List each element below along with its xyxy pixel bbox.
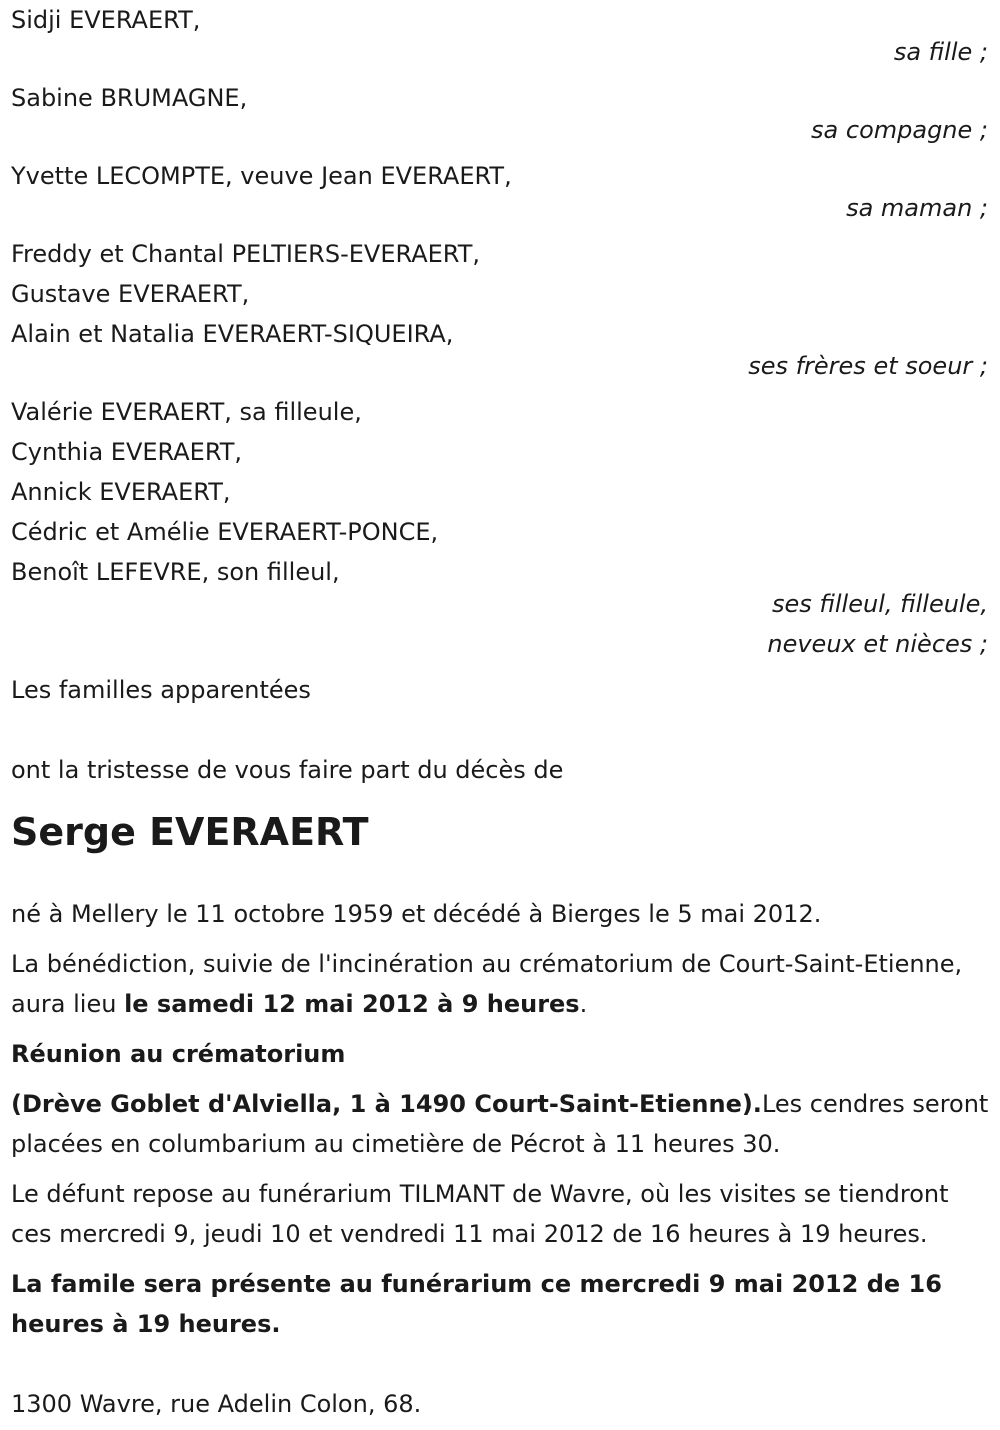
ceremony-date: le samedi 12 mai 2012 à 9 heures [124,990,580,1018]
family-member-line: Annick EVERAERT, [11,478,231,506]
spacer [11,220,990,234]
family-member-line: Yvette LECOMPTE, veuve Jean EVERAERT, [11,162,512,190]
family-member-line: Cynthia EVERAERT, [11,438,243,466]
meeting-title: Réunion au crématorium [11,1040,346,1068]
family-member-line: Freddy et Chantal PELTIERS-EVERAERT, [11,240,480,268]
relation-label: sa fille ; [893,38,988,66]
family-group [11,0,990,64]
spacer [11,1254,990,1264]
family-presence-paragraph: La famile sera présente au funérarium ce mercredi 9 mai 2012 de 16 heures à 19 heures. [11,1270,942,1338]
birth-death-text: né à Mellery le 11 octobre 1959 et décédé à Bierges le 5 mai 2012. [11,900,822,928]
family-member-line: Benoît LEFEVRE, son filleul, [11,558,340,586]
spacer [11,710,990,750]
spacer [11,1164,990,1174]
spacer [11,142,990,156]
family-group [11,234,990,378]
families-line: Les familles apparentées [11,676,311,704]
deceased-name: Serge EVERAERT [11,810,369,854]
family-member-line: Gustave EVERAERT, [11,280,250,308]
family-member-line: Cédric et Amélie EVERAERT-PONCE, [11,518,439,546]
family-group [11,392,990,656]
family-member-line: Valérie EVERAERT, sa filleule, [11,398,362,426]
ceremony-text: La bénédiction, suivie de l'incinération au crématorium de Court-Saint-Etienne, aura lieu [11,950,963,1018]
spacer [11,378,990,392]
spacer [11,854,990,894]
spacer [11,1024,990,1034]
meeting-text: Les cendres seront placées en columbarium au cimetière de Pécrot à 11 heures 30. [11,1090,989,1158]
relation-label: ses frères et soeur ; [748,352,988,380]
ceremony-paragraph [11,944,990,1024]
ceremony-end: . [579,990,588,1018]
meeting-paragraph [11,1084,990,1164]
spacer [11,1344,990,1384]
family-group [11,78,990,142]
relation-label: sa maman ; [846,194,988,222]
family-list [11,0,990,670]
spacer [11,934,990,944]
spacer [11,656,990,670]
announcement-text: ont la tristesse de vous faire part du décès de [11,756,564,784]
relation-label: neveux et nièces ; [767,630,988,658]
spacer [11,64,990,78]
visits-paragraph: Le défunt repose au funérarium TILMANT de Wavre, où les visites se tiendront ces mercredi 9, jeudi 10 et vendredi 11 mai 2012 de 16 heures à 19 heures. [11,1180,949,1248]
spacer [11,1074,990,1084]
relation-label: sa compagne ; [811,116,988,144]
family-member-line: Sabine BRUMAGNE, [11,84,248,112]
address-line: 1300 Wavre, rue Adelin Colon, 68. [11,1390,422,1418]
meeting-address: (Drève Goblet d'Alviella, 1 à 1490 Court-Saint-Etienne). [11,1090,762,1118]
family-group [11,156,990,220]
family-member-line: Alain et Natalia EVERAERT-SIQUEIRA, [11,320,454,348]
relation-label: ses filleul, filleule, [771,590,988,618]
family-member-line: Sidji EVERAERT, [11,6,201,34]
